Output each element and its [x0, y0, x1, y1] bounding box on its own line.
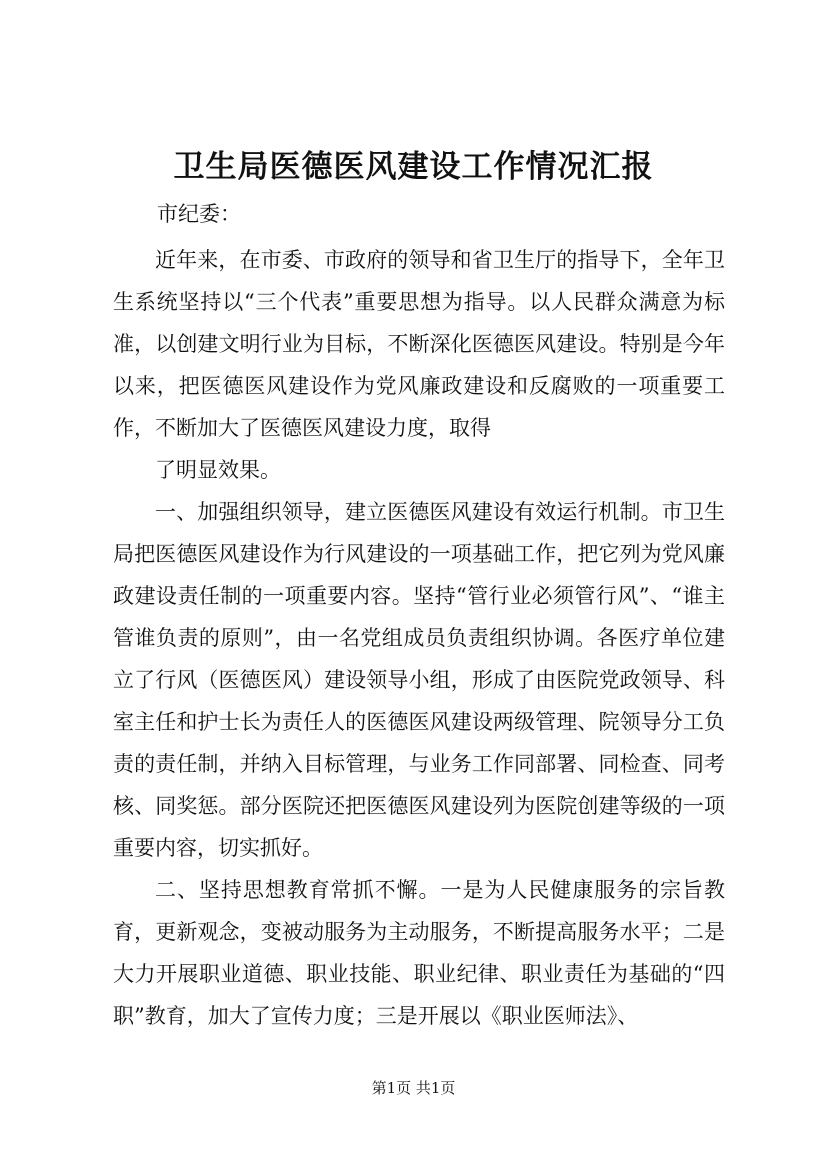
paragraph-intro: 近年来，在市委、市政府的领导和省卫生厅的指导下，全年卫生系统坚持以“三个代表”重要思想为指导。以人民群众满意为标准，以创建文明行业为目标，不断深化医德医风建设。特别是今年以来，把医德医风建设作为党风廉政建设和反腐败的一项重要工作，不断加大了医德医风建设力度，取得 — [113, 248, 725, 440]
page-number-footer: 第1页 共1页 — [371, 1079, 456, 1097]
salutation: 市纪委： — [157, 202, 241, 226]
document-body — [113, 239, 725, 1037]
document-title: 卫生局医德医风建设工作情况汇报 — [173, 149, 654, 185]
paragraph-section-two: 二、坚持思想教育常抓不懈。一是为人民健康服务的宗旨教育，更新观念，变被动服务为主动服务，不断提高服务水平；二是大力开展职业道德、职业技能、职业纪律、职业责任为基础的“四职”教育，加大了宣传力度；三是开展以《职业医师法》、 — [113, 878, 725, 1028]
paragraph-intro-continued: 了明显效果。 — [155, 458, 281, 482]
paragraph-section-one: 一、加强组织领导，建立医德医风建设有效运行机制。市卫生局把医德医风建设作为行风建设的一项基础工作，把它列为党风廉政建设责任制的一项重要内容。坚持“管行业必须管行风”、“谁主管谁负责的原则”，由一名党组成员负责组织协调。各医疗单位建立了行风（医德医风）建设领导小组，形成了由医院党政领导、科室主任和护士长为责任人的医德医风建设两级管理、院领导分工负责的责任制，并纳入目标管理，与业务工作同部署、同检查、同考核、同奖惩。部分医院还把医德医风建设列为医院创建等级的一项重要内容，切实抓好。 — [113, 500, 725, 860]
